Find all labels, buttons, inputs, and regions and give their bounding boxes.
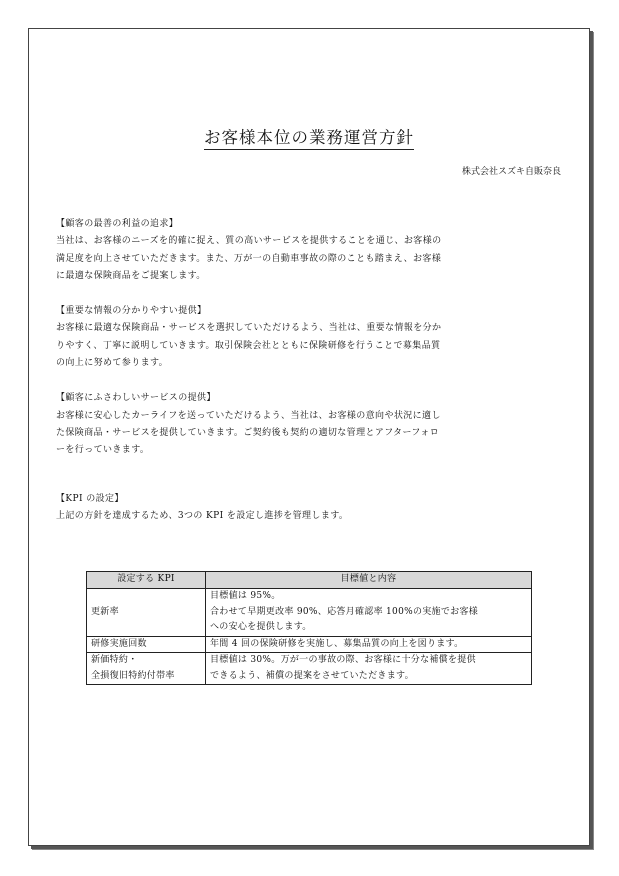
kpi-name-cell: 更新率 bbox=[87, 589, 206, 637]
document-body bbox=[56, 216, 536, 525]
section-heading: 【顧客にふさわしいサービスの提供】 bbox=[56, 393, 216, 404]
section-clear-information bbox=[56, 303, 536, 372]
section-line: の向上に努めて参ります。 bbox=[56, 358, 169, 369]
kpi-column-header: 設定する KPI bbox=[87, 572, 206, 589]
section-line: お客様に最適な保険商品・サービスを選択していただけるよう、当社は、重要な情報を分か bbox=[56, 323, 442, 334]
table-row bbox=[87, 589, 532, 637]
kpi-intro: 上記の方針を達成するため、3つの KPI を設定し進捗を管理します。 bbox=[56, 510, 349, 521]
company-name: 株式会社スズキ自販奈良 bbox=[461, 167, 561, 177]
section-line: お客様に安心したカーライフを送っていただけるよう、当社は、お客様の意向や状況に適し bbox=[56, 410, 441, 421]
target-column-header: 目標値と内容 bbox=[206, 572, 532, 589]
section-suitable-service bbox=[56, 390, 536, 459]
section-line: に最適な保険商品をご提案します。 bbox=[56, 270, 206, 281]
kpi-content-cell: 目標値は 95%。 合わせて早期更改率 90%、応答月確認率 100%の実施でお客様 への安心を提供します。 bbox=[206, 589, 532, 637]
section-best-interest bbox=[56, 216, 536, 285]
section-heading: 【重要な情報の分かりやすい提供】 bbox=[56, 306, 207, 317]
kpi-heading: 【KPI の設定】 bbox=[56, 493, 124, 504]
section-heading: 【顧客の最善の利益の追求】 bbox=[56, 219, 179, 229]
table-row bbox=[87, 653, 532, 685]
section-line: 満足度を向上させていただきます。また、万が一の自動車事故の際のことも踏まえ、お客様 bbox=[56, 253, 442, 264]
section-kpi bbox=[56, 491, 536, 526]
section-line: ーを行っていきます。 bbox=[56, 445, 150, 456]
kpi-content-cell: 目標値は 30%。万が一の事故の際、お客様に十分な補償を提供 できるよう、補償の提案をさせていただきます。 bbox=[206, 653, 532, 685]
kpi-table bbox=[86, 571, 532, 685]
section-line: りやすく、丁寧に説明していきます。取引保険会社とともに保険研修を行うことで募集品質 bbox=[56, 340, 441, 351]
section-line: た保険商品・サービスを提供していきます。ご契約後も契約の適切な管理とアフターフォロ bbox=[56, 427, 440, 438]
kpi-table-header-row bbox=[87, 572, 532, 589]
document-title: お客様本位の業務運営方針 bbox=[29, 124, 589, 148]
kpi-content-cell: 年間 4 回の保険研修を実施し、募集品質の向上を図ります。 bbox=[206, 636, 532, 653]
section-line: 当社は、お客様のニーズを的確に捉え、質の高いサービスを提供することを通じ、お客様の bbox=[56, 236, 442, 247]
kpi-name-cell: 研修実施回数 bbox=[87, 636, 206, 653]
table-row bbox=[87, 636, 532, 653]
kpi-name-cell: 新価特約・ 全損復旧特約付帯率 bbox=[87, 653, 206, 685]
